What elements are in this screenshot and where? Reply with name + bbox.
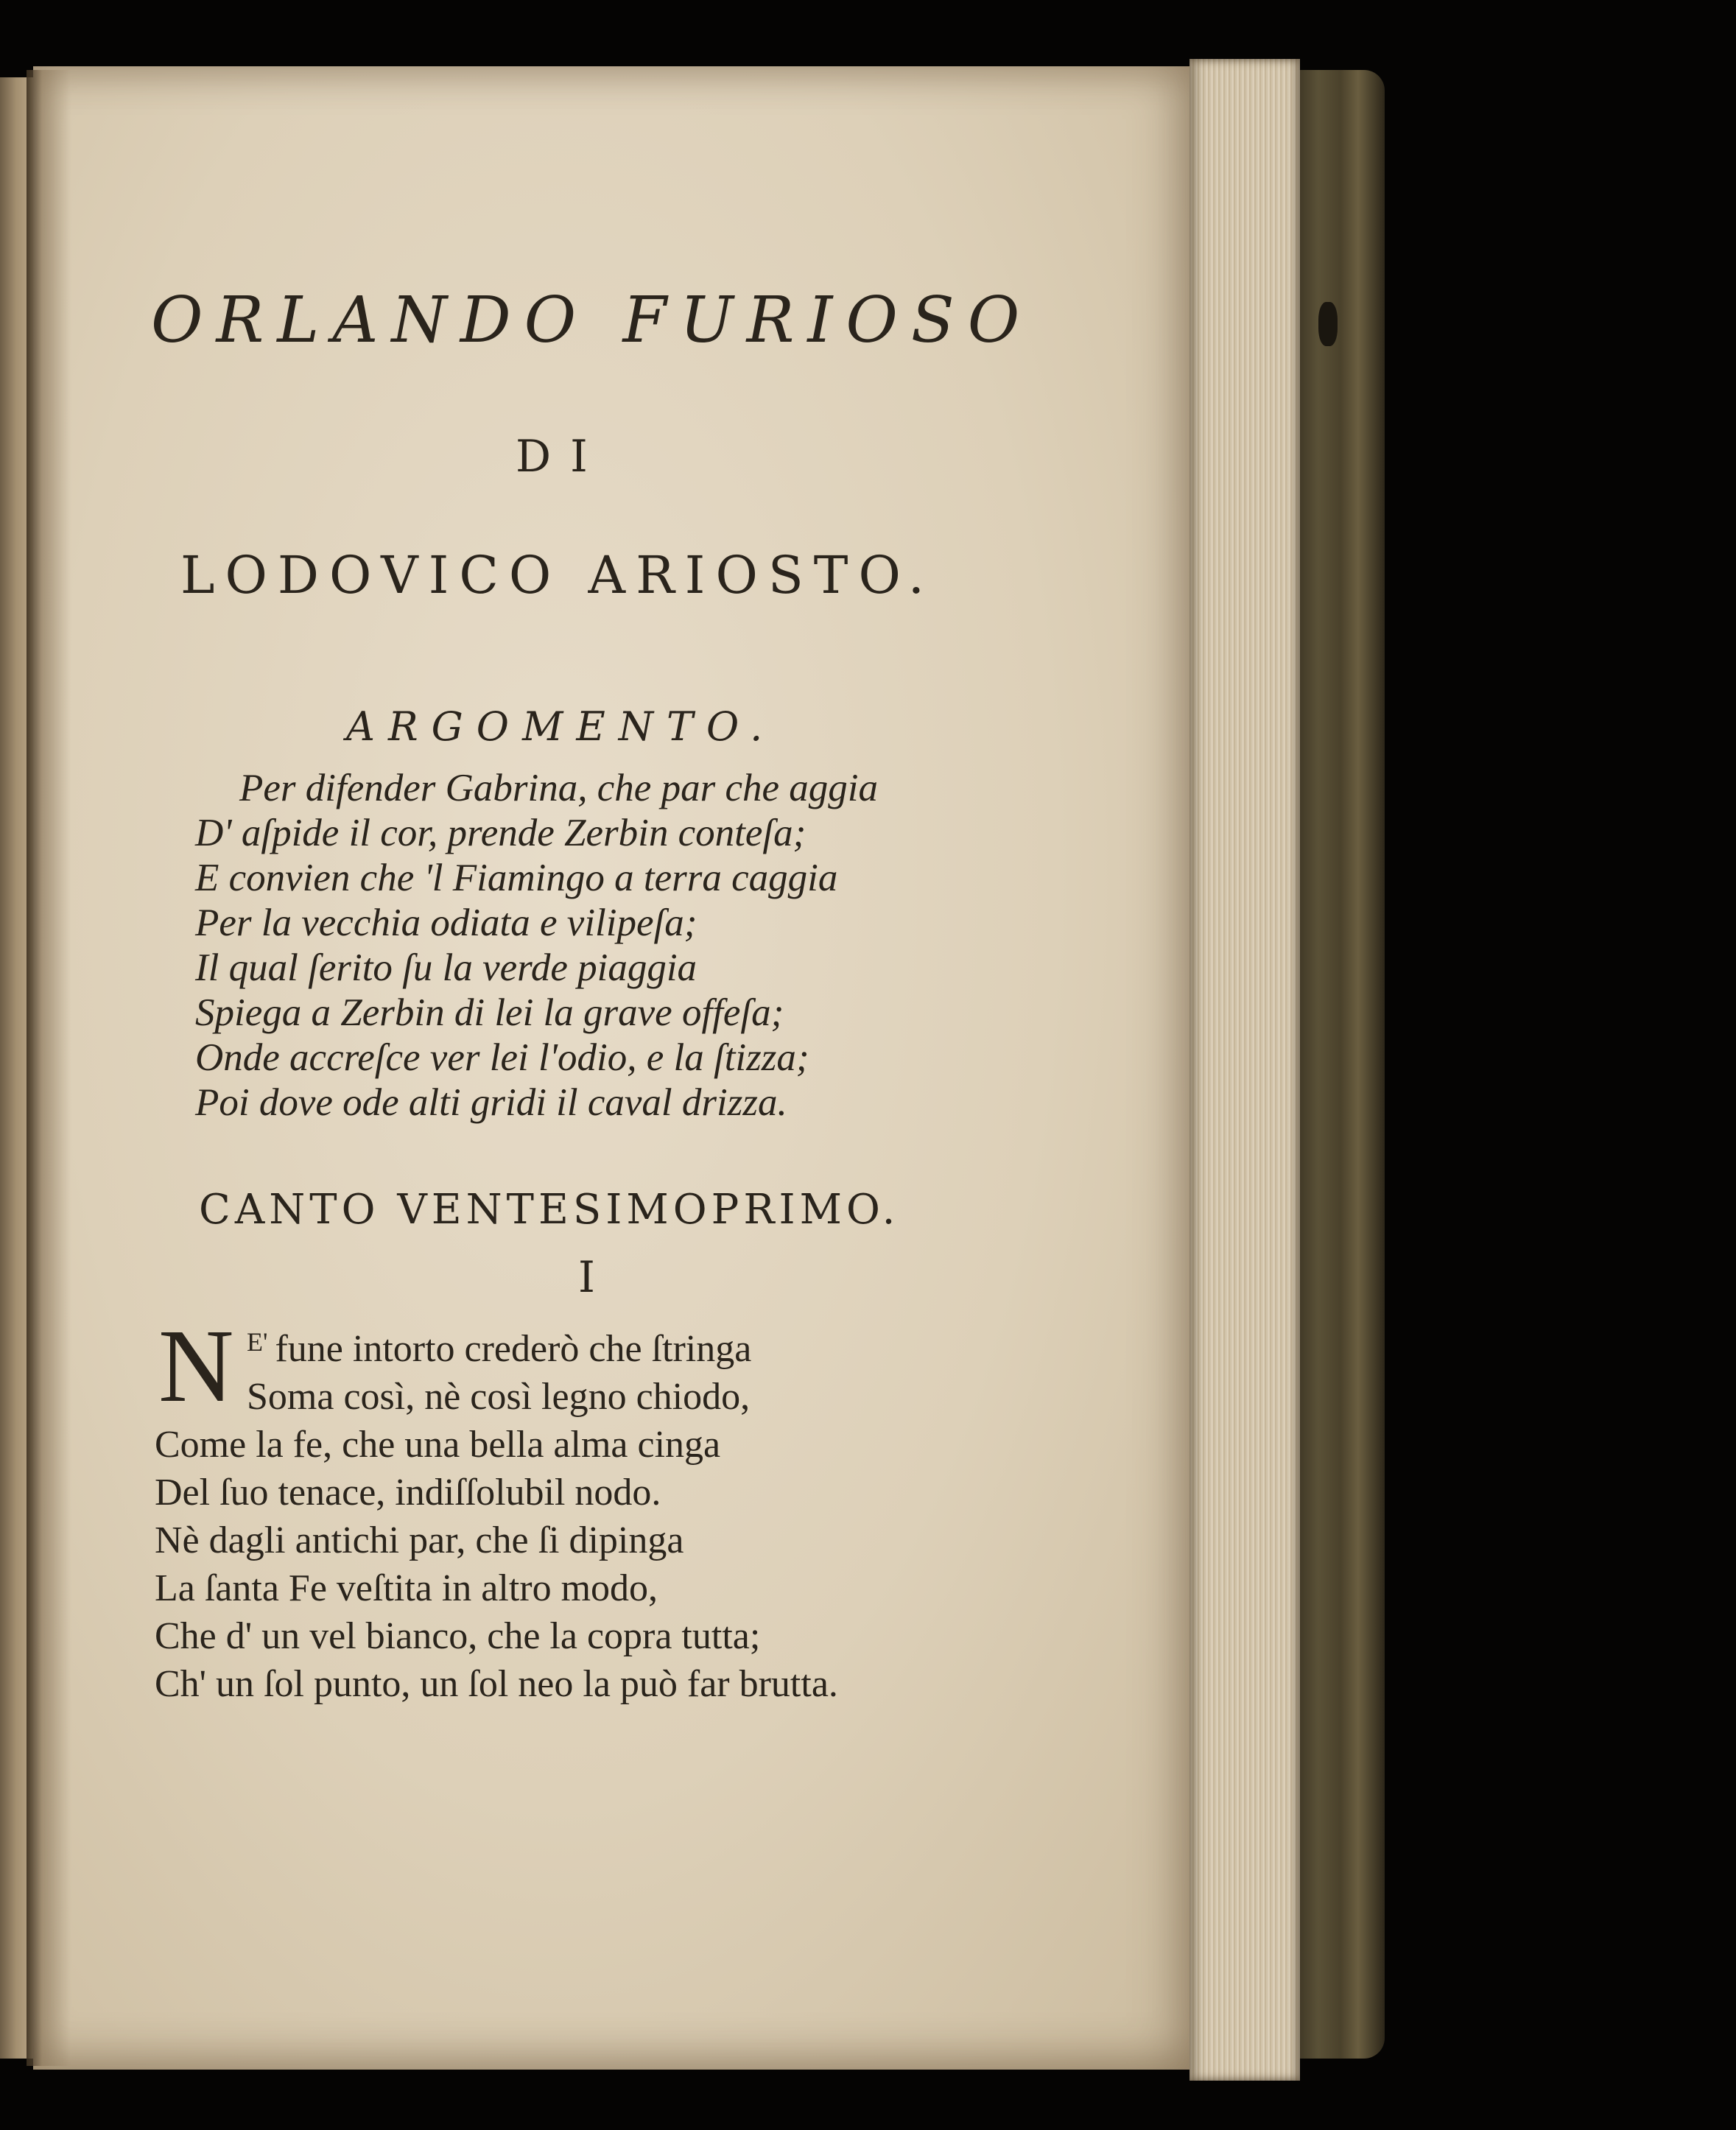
stanza-verses — [155, 1307, 838, 1708]
argomento-line: Il qual ſerito ſu la verde piaggia — [195, 946, 697, 989]
stanza-line: Che d' un vel bianco, che la copra tutta; — [155, 1615, 761, 1657]
stanza-line: Soma così, nè così legno chiodo, — [247, 1376, 751, 1418]
stanza-line: La ſanta Fe veſtita in altro modo, — [155, 1567, 658, 1609]
stanza-line: Come la fe, che una bella alma cinga — [155, 1424, 721, 1466]
cover-wear-mark — [1318, 302, 1338, 346]
drop-cap: N — [158, 1307, 234, 1424]
book-gutter — [27, 70, 71, 2066]
stanza-line: Nè dagli antichi par, che ſi dipinga — [155, 1519, 684, 1561]
stanza-line: Del ſuo tenace, indiſſolubil nodo. — [155, 1472, 661, 1514]
argomento-line: D' aſpide il cor, prende Zerbin conteſa; — [195, 812, 806, 854]
argomento-verses — [195, 766, 878, 1125]
argomento-heading: ARGOMENTO. — [346, 703, 776, 750]
author-name: LODOVICO ARIOSTO. — [180, 545, 935, 605]
argomento-line: E convien che 'l Fiamingo a terra caggia — [195, 857, 838, 899]
canto-heading: CANTO VENTESIMOPRIMO. — [199, 1186, 900, 1234]
stacked-page-edges — [1189, 59, 1300, 2081]
title-preposition: DI — [516, 431, 607, 482]
leather-cover — [1296, 70, 1385, 2059]
argomento-line: Poi dove ode alti gridi il caval drizza. — [195, 1081, 787, 1124]
argomento-line: Spiega a Zerbin di lei la grave offeſa; — [195, 991, 784, 1034]
argomento-line: Per difender Gabrina, che par che aggia — [239, 767, 878, 809]
first-line-text: fune intorto crederò che ſtringa — [275, 1328, 752, 1370]
book-title: ORLANDO FURIOSO — [151, 284, 1033, 357]
stanza-line — [155, 1318, 838, 1373]
argomento-line: Per la vecchia odiata e vilipeſa; — [195, 901, 697, 944]
stanza-number: I — [578, 1252, 595, 1302]
stanza-line: Ch' un ſol punto, un ſol neo la può far brutta. — [155, 1663, 838, 1705]
first-line-cap: E' — [247, 1327, 268, 1357]
argomento-line: Onde accreſce ver lei l'odio, e la ſtizza; — [195, 1036, 809, 1079]
